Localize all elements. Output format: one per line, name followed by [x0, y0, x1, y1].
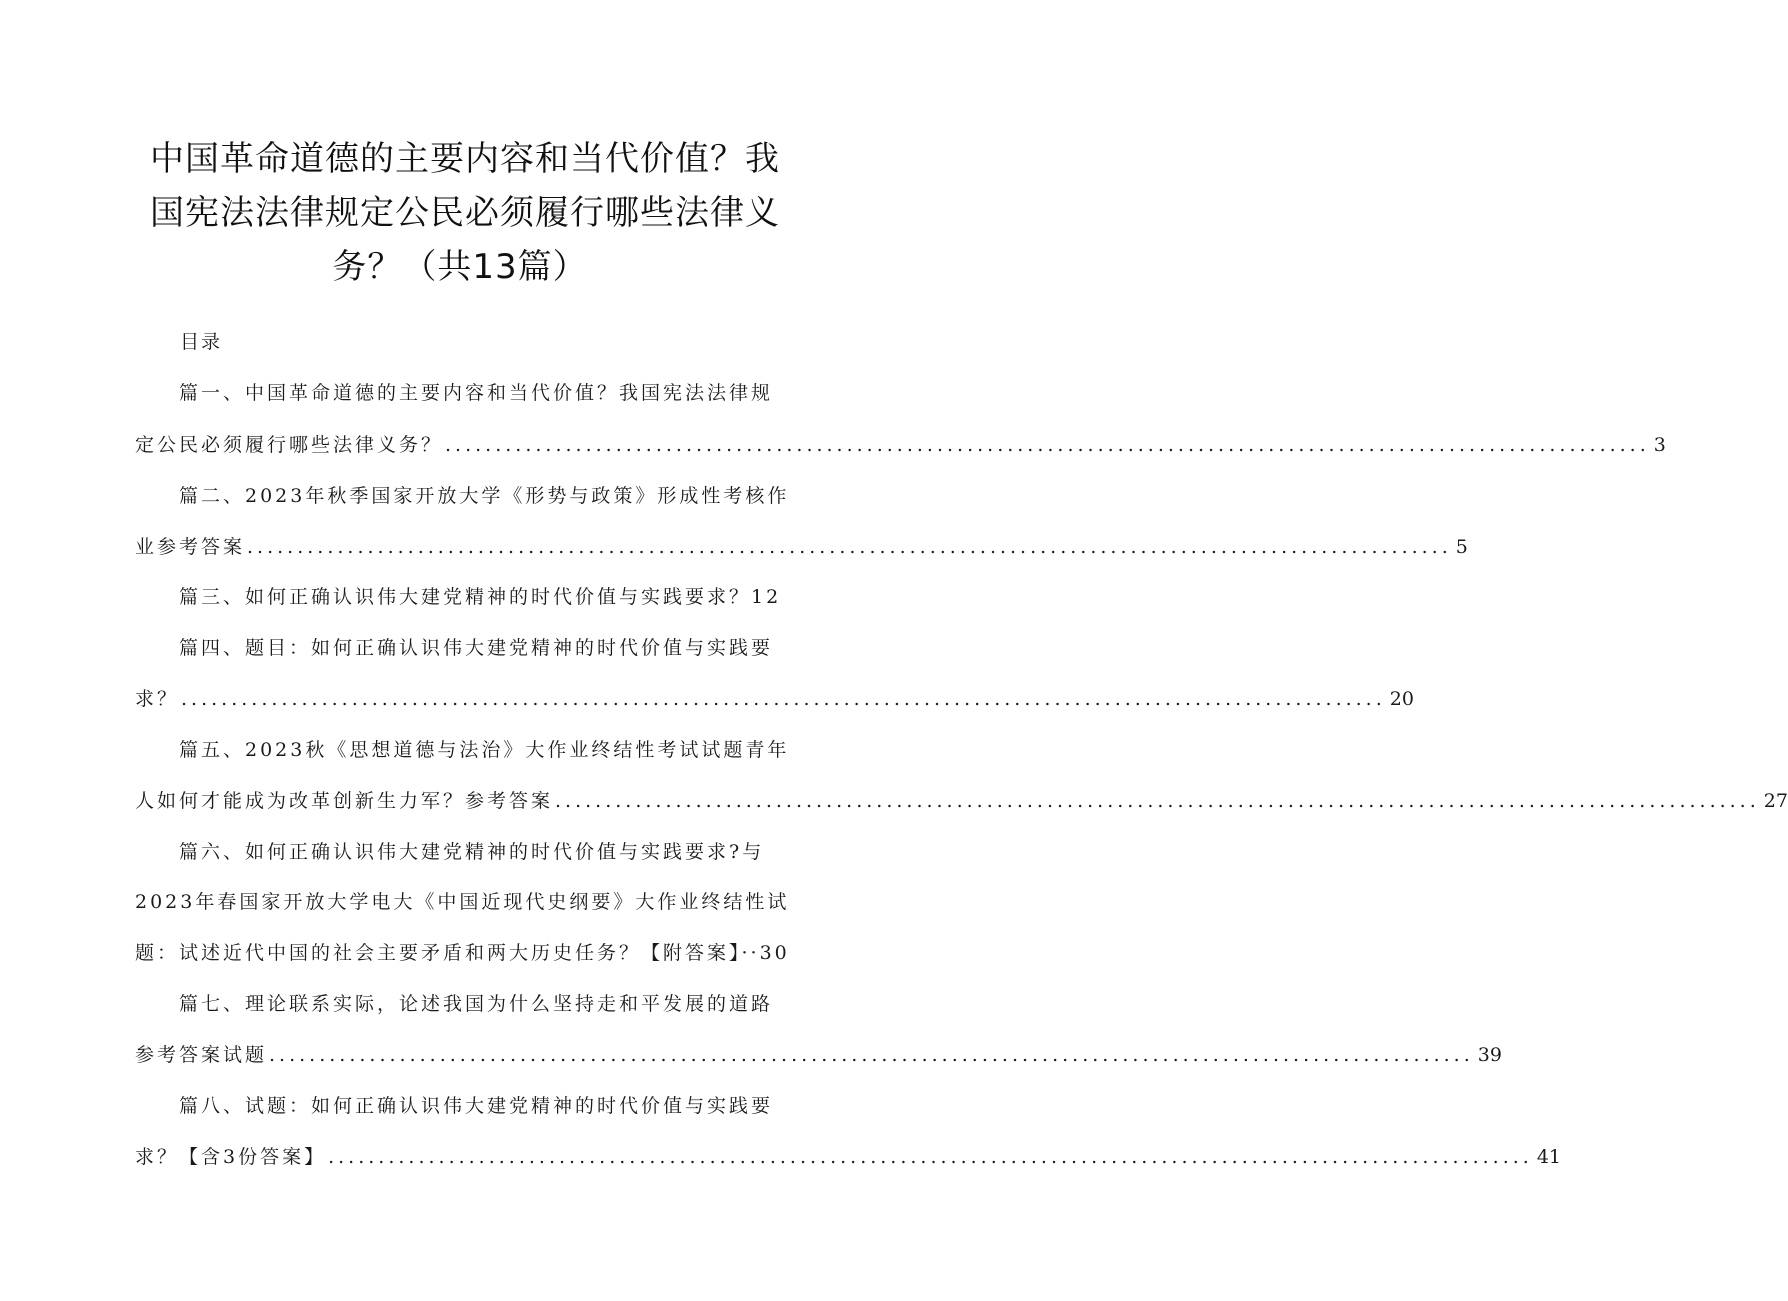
dot-leader: ........................................................................................................................: [328, 1146, 1533, 1168]
toc-entry-8-line-1[interactable]: 篇八、试题：如何正确认识伟大建党精神的时代价值与实践要: [179, 1095, 774, 1117]
toc-page-number: 27: [1763, 790, 1788, 812]
toc-entry-8-line-2[interactable]: [135, 1142, 1562, 1172]
toc-entry-text: 定公民必须履行哪些法律义务？: [135, 434, 444, 456]
toc-page-number: 3: [1653, 434, 1666, 456]
toc-entry-1-line-2[interactable]: [135, 430, 1666, 460]
toc-entry-1-line-1[interactable]: 篇一、中国革命道德的主要内容和当代价值？我国宪法法律规: [179, 382, 774, 404]
toc-entry-5-line-2[interactable]: [135, 786, 1788, 816]
toc-entry-4-line-2[interactable]: [135, 684, 1414, 714]
title-line-2: 国宪法法律规定公民必须履行哪些法律义: [150, 193, 780, 233]
toc-entry-6-line-2[interactable]: 2023年春国家开放大学电大《中国近现代史纲要》大作业终结性试: [135, 891, 790, 913]
toc-entry-text: 求？: [135, 688, 180, 710]
title-line-1: 中国革命道德的主要内容和当代价值？我: [150, 139, 780, 179]
toc-entry-3-line-1[interactable]: 篇三、如何正确认识伟大建党精神的时代价值与实践要求？12: [179, 586, 782, 608]
toc-page-number: 41: [1536, 1146, 1562, 1168]
toc-page-number: 39: [1477, 1044, 1502, 1066]
dot-leader: ........................................................................................................................: [555, 790, 1760, 812]
toc-page-number: 5: [1455, 536, 1468, 558]
dot-leader: ........................................................................................................................: [269, 1044, 1474, 1066]
document-title: [150, 132, 780, 294]
toc-entry-7-line-2[interactable]: [135, 1040, 1502, 1070]
toc-page-number: 20: [1389, 688, 1414, 710]
title-line-3: 务？（共13篇）: [332, 247, 588, 287]
toc-entry-6-line-1[interactable]: 篇六、如何正确认识伟大建党精神的时代价值与实践要求?与: [179, 841, 765, 863]
toc-entry-7-line-1[interactable]: 篇七、理论联系实际，论述我国为什么坚持走和平发展的道路: [179, 993, 774, 1015]
dot-leader: ........................................................................................................................: [247, 536, 1452, 558]
toc-entry-2-line-2[interactable]: [135, 532, 1468, 562]
toc-entry-2-line-1[interactable]: 篇二、2023年秋季国家开放大学《形势与政策》形成性考核作: [179, 485, 790, 507]
toc-entry-text: 参考答案试题: [135, 1044, 268, 1066]
toc-entry-text: 业参考答案: [135, 536, 246, 558]
dot-leader: ........................................................................................................................: [181, 688, 1386, 710]
toc-heading: 目录: [180, 331, 223, 353]
dot-leader: ........................................................................................................................: [445, 434, 1650, 456]
toc-entry-text: 求？【含3份答案】: [135, 1146, 327, 1168]
toc-entry-text: 人如何才能成为改革创新生力军？参考答案: [135, 790, 554, 812]
toc-entry-6-line-3[interactable]: 题：试述近代中国的社会主要矛盾和两大历史任务？【附答案】··30: [135, 942, 790, 964]
toc-entry-4-line-1[interactable]: 篇四、题目：如何正确认识伟大建党精神的时代价值与实践要: [179, 637, 774, 659]
toc-entry-5-line-1[interactable]: 篇五、2023秋《思想道德与法治》大作业终结性考试试题青年: [179, 739, 790, 761]
